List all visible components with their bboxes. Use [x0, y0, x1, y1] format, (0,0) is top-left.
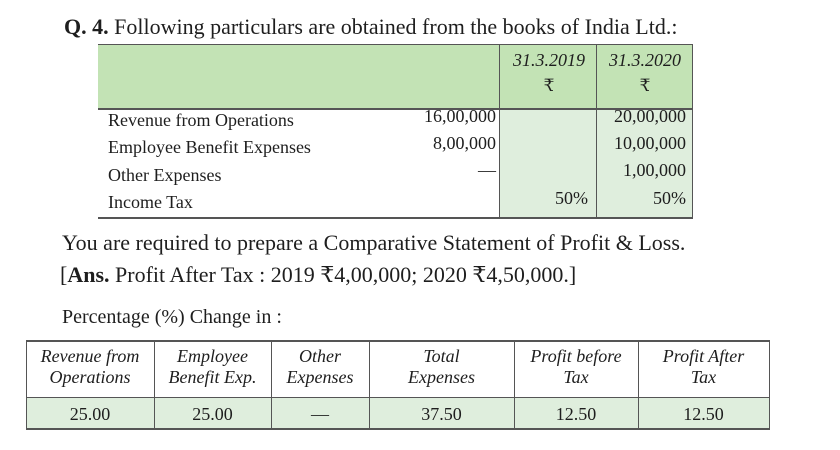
change-header-other: Other Expenses [286, 346, 354, 387]
row-revenue-2019: 16,00,000 [424, 106, 496, 126]
row-label-tax: Income Tax [108, 192, 193, 212]
change-value-pat: 12.50 [683, 404, 724, 424]
change-header-total: Total Expenses [408, 346, 475, 387]
answer-text [60, 262, 576, 288]
change-header-revenue: Revenue from Operations [40, 346, 140, 387]
instruction-text: You are required to prepare a Comparative Statement of Profit & Loss. [62, 230, 686, 255]
row-other-2020: 1,00,000 [623, 160, 686, 180]
percentage-heading: Percentage (%) Change in : [62, 306, 282, 328]
row-tax-2019: 50% [555, 188, 588, 208]
change-value-other: — [311, 404, 329, 424]
row-tax-2020: 50% [653, 188, 686, 208]
change-header-pbt: Profit before Tax [530, 346, 622, 387]
change-table [26, 340, 770, 430]
answer-value: Profit After Tax : 2019 ₹4,00,000; 2020 ₹4,50,000.] [115, 262, 577, 287]
row-label-other: Other Expenses [108, 165, 222, 185]
row-revenue-2020: 20,00,000 [614, 106, 686, 126]
row-label-employee: Employee Benefit Expenses [108, 137, 311, 157]
change-value-employee: 25.00 [192, 404, 233, 424]
col-currency-2019: ₹ [543, 76, 555, 95]
col-date-2019: 31.3.2019 [513, 50, 585, 70]
question-heading [64, 14, 677, 40]
col-currency-2020: ₹ [639, 76, 651, 95]
change-value-total: 37.50 [421, 404, 462, 424]
change-header-employee: Employee Benefit Exp. [168, 346, 257, 387]
question-text: Following particulars are obtained from the books of India Ltd.: [114, 14, 678, 39]
row-label-revenue: Revenue from Operations [108, 110, 294, 130]
answer-bracket: [ [60, 262, 68, 287]
row-employee-2020: 10,00,000 [614, 133, 686, 153]
answer-prefix: Ans. [67, 262, 110, 287]
row-employee-2019: 8,00,000 [433, 133, 496, 153]
question-number: Q. 4. [64, 14, 109, 39]
particulars-table [98, 44, 693, 218]
change-value-revenue: 25.00 [69, 404, 111, 424]
col-date-2020: 31.3.2020 [609, 50, 681, 70]
row-other-2019: — [478, 160, 496, 180]
change-value-pbt: 12.50 [555, 404, 597, 424]
change-header-pat: Profit After Tax [662, 346, 745, 387]
